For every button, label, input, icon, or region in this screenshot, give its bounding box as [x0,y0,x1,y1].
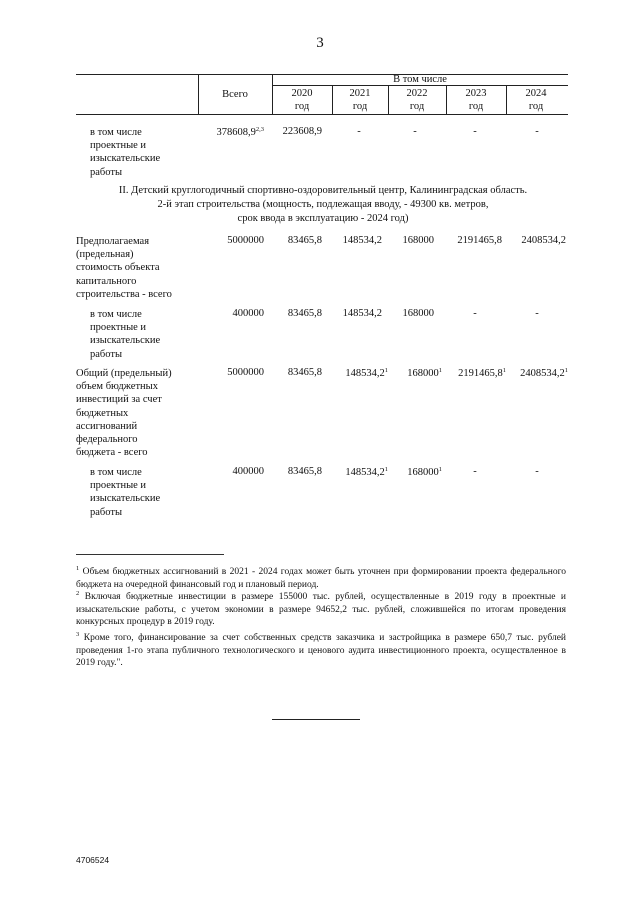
cell-2021: 148534,2 [342,308,382,319]
cell-total: 5000000 [227,235,264,246]
year-unit: год [409,100,425,112]
footnote-mark: 1 [76,565,80,572]
page-number: 3 [316,35,324,51]
cell-2021: 148534,2 [342,235,382,246]
document-code: 4706524 [76,855,110,865]
footnote-ref: 1 [384,367,388,374]
cell-2021: - [357,126,361,137]
cell-2020: 83465,8 [287,466,322,477]
cell-2024: - [535,466,539,477]
cell-2022 [382,367,442,379]
header-year-2023 [446,88,506,113]
row-label: в том числе проектные и изыскательские работы [90,127,161,178]
footnote-mark: 3 [76,631,80,638]
cell-2023: - [473,126,477,137]
section-title-line: 2-й этап строительства (мощность, подлежащая вводу, - 49300 кв. метров, [157,199,489,210]
cell-value: 168000 [407,368,439,379]
footnote-ref: 1 [384,466,388,473]
footnote-mark: 2 [76,590,80,597]
cell-2023: 2191465,8 [457,235,502,246]
header-total-label: Всего [222,89,248,100]
footnote [76,629,566,670]
year-value: 2023 [465,88,487,99]
cell-value: 148534,2 [345,368,385,379]
cell-value: 168000 [407,467,439,478]
header-group-label: В том числе [393,74,447,85]
footnote [76,563,566,591]
year-unit: год [352,100,368,112]
footnote-text: Объем бюджетных ассигнований в 2021 - 2024 годах может быть уточнен при формировании проекта федерального бюджета на очередной финансовый год и плановый период. [76,567,566,590]
cell-2024: 2408534,2 [521,235,566,246]
end-of-document-line [272,719,360,720]
footnote-ref: 1 [564,367,568,374]
cell-2022 [382,466,442,478]
cell-2023: - [473,308,477,319]
year-value: 2021 [349,88,371,99]
cell-2022: 168000 [402,235,434,246]
year-value: 2022 [406,88,428,99]
cell-value: 148534,2 [345,467,385,478]
cell-2024: - [535,308,539,319]
header-year-2024 [506,88,566,113]
section-title [82,184,564,226]
cell-total [194,126,264,138]
year-unit: год [528,100,544,112]
row-label: Предполагаемая (предельная) стоимость объекта капитального строительства - всего [76,236,172,300]
cell-value: 378608,9 [216,127,256,138]
footnote-ref: 2,3 [255,126,264,133]
cell-total: 5000000 [227,367,264,378]
header-year-2022 [387,88,447,113]
year-unit: год [294,100,310,112]
year-value: 2024 [525,88,547,99]
cell-2024 [500,367,568,379]
header-year-2020 [272,88,332,113]
cell-2023: - [473,466,477,477]
cell-2020: 83465,8 [287,308,322,319]
cell-total: 400000 [232,466,264,477]
row-label: Общий (предельный) объем бюджетных инвестиций за счет бюджетных ассигнований федерального бюджета - всего [76,368,172,459]
cell-total: 400000 [232,308,264,319]
cell-2020: 223608,9 [282,126,322,137]
cell-2023 [440,367,506,379]
cell-2021 [330,466,388,478]
footnote-text: Кроме того, финансирование за счет собственных средств заказчика и застройщика в размере 650,7 тыс. рублей проведения 1-го этапа публичного технологического и ценового аудита инвестиционного проекта, осуществленное в 2019 году.". [76,633,567,668]
cell-value: 2408534,2 [520,368,565,379]
table-header-bottom-rule [76,114,568,115]
footnote-text: Включая бюджетные инвестиции в размере 155000 тыс. рублей, осуществленные в 2019 году в проектные и изыскательские работы, с учетом экономии в размере 94652,2 тыс. рублей, сложившейся по итогам проведения конкурсных процедур в 2019 году. [76,592,566,627]
year-value: 2020 [291,88,313,99]
cell-2022: 168000 [402,308,434,319]
cell-2024: - [535,126,539,137]
footnote-ref: 1 [502,367,506,374]
footnote-separator [76,554,224,555]
cell-2021 [330,367,388,379]
cell-2020: 83465,8 [287,367,322,378]
year-unit: год [468,100,484,112]
cell-value: 2191465,8 [458,368,503,379]
row-label: в том числе проектные и изыскательские работы [90,467,161,518]
footnote [76,588,566,629]
header-year-2021 [330,88,390,113]
cell-2020: 83465,8 [287,235,322,246]
section-title-line: II. Детский круглогодичный спортивно-оздоровительный центр, Калининградская область. [118,185,528,196]
footnote-ref: 1 [438,367,442,374]
row-label: в том числе проектные и изыскательские работы [90,309,161,360]
footnote-ref: 1 [438,466,442,473]
cell-2022: - [413,126,417,137]
column-divider [198,74,199,114]
section-title-line: срок ввода в эксплуатацию - 2024 год) [237,213,409,224]
